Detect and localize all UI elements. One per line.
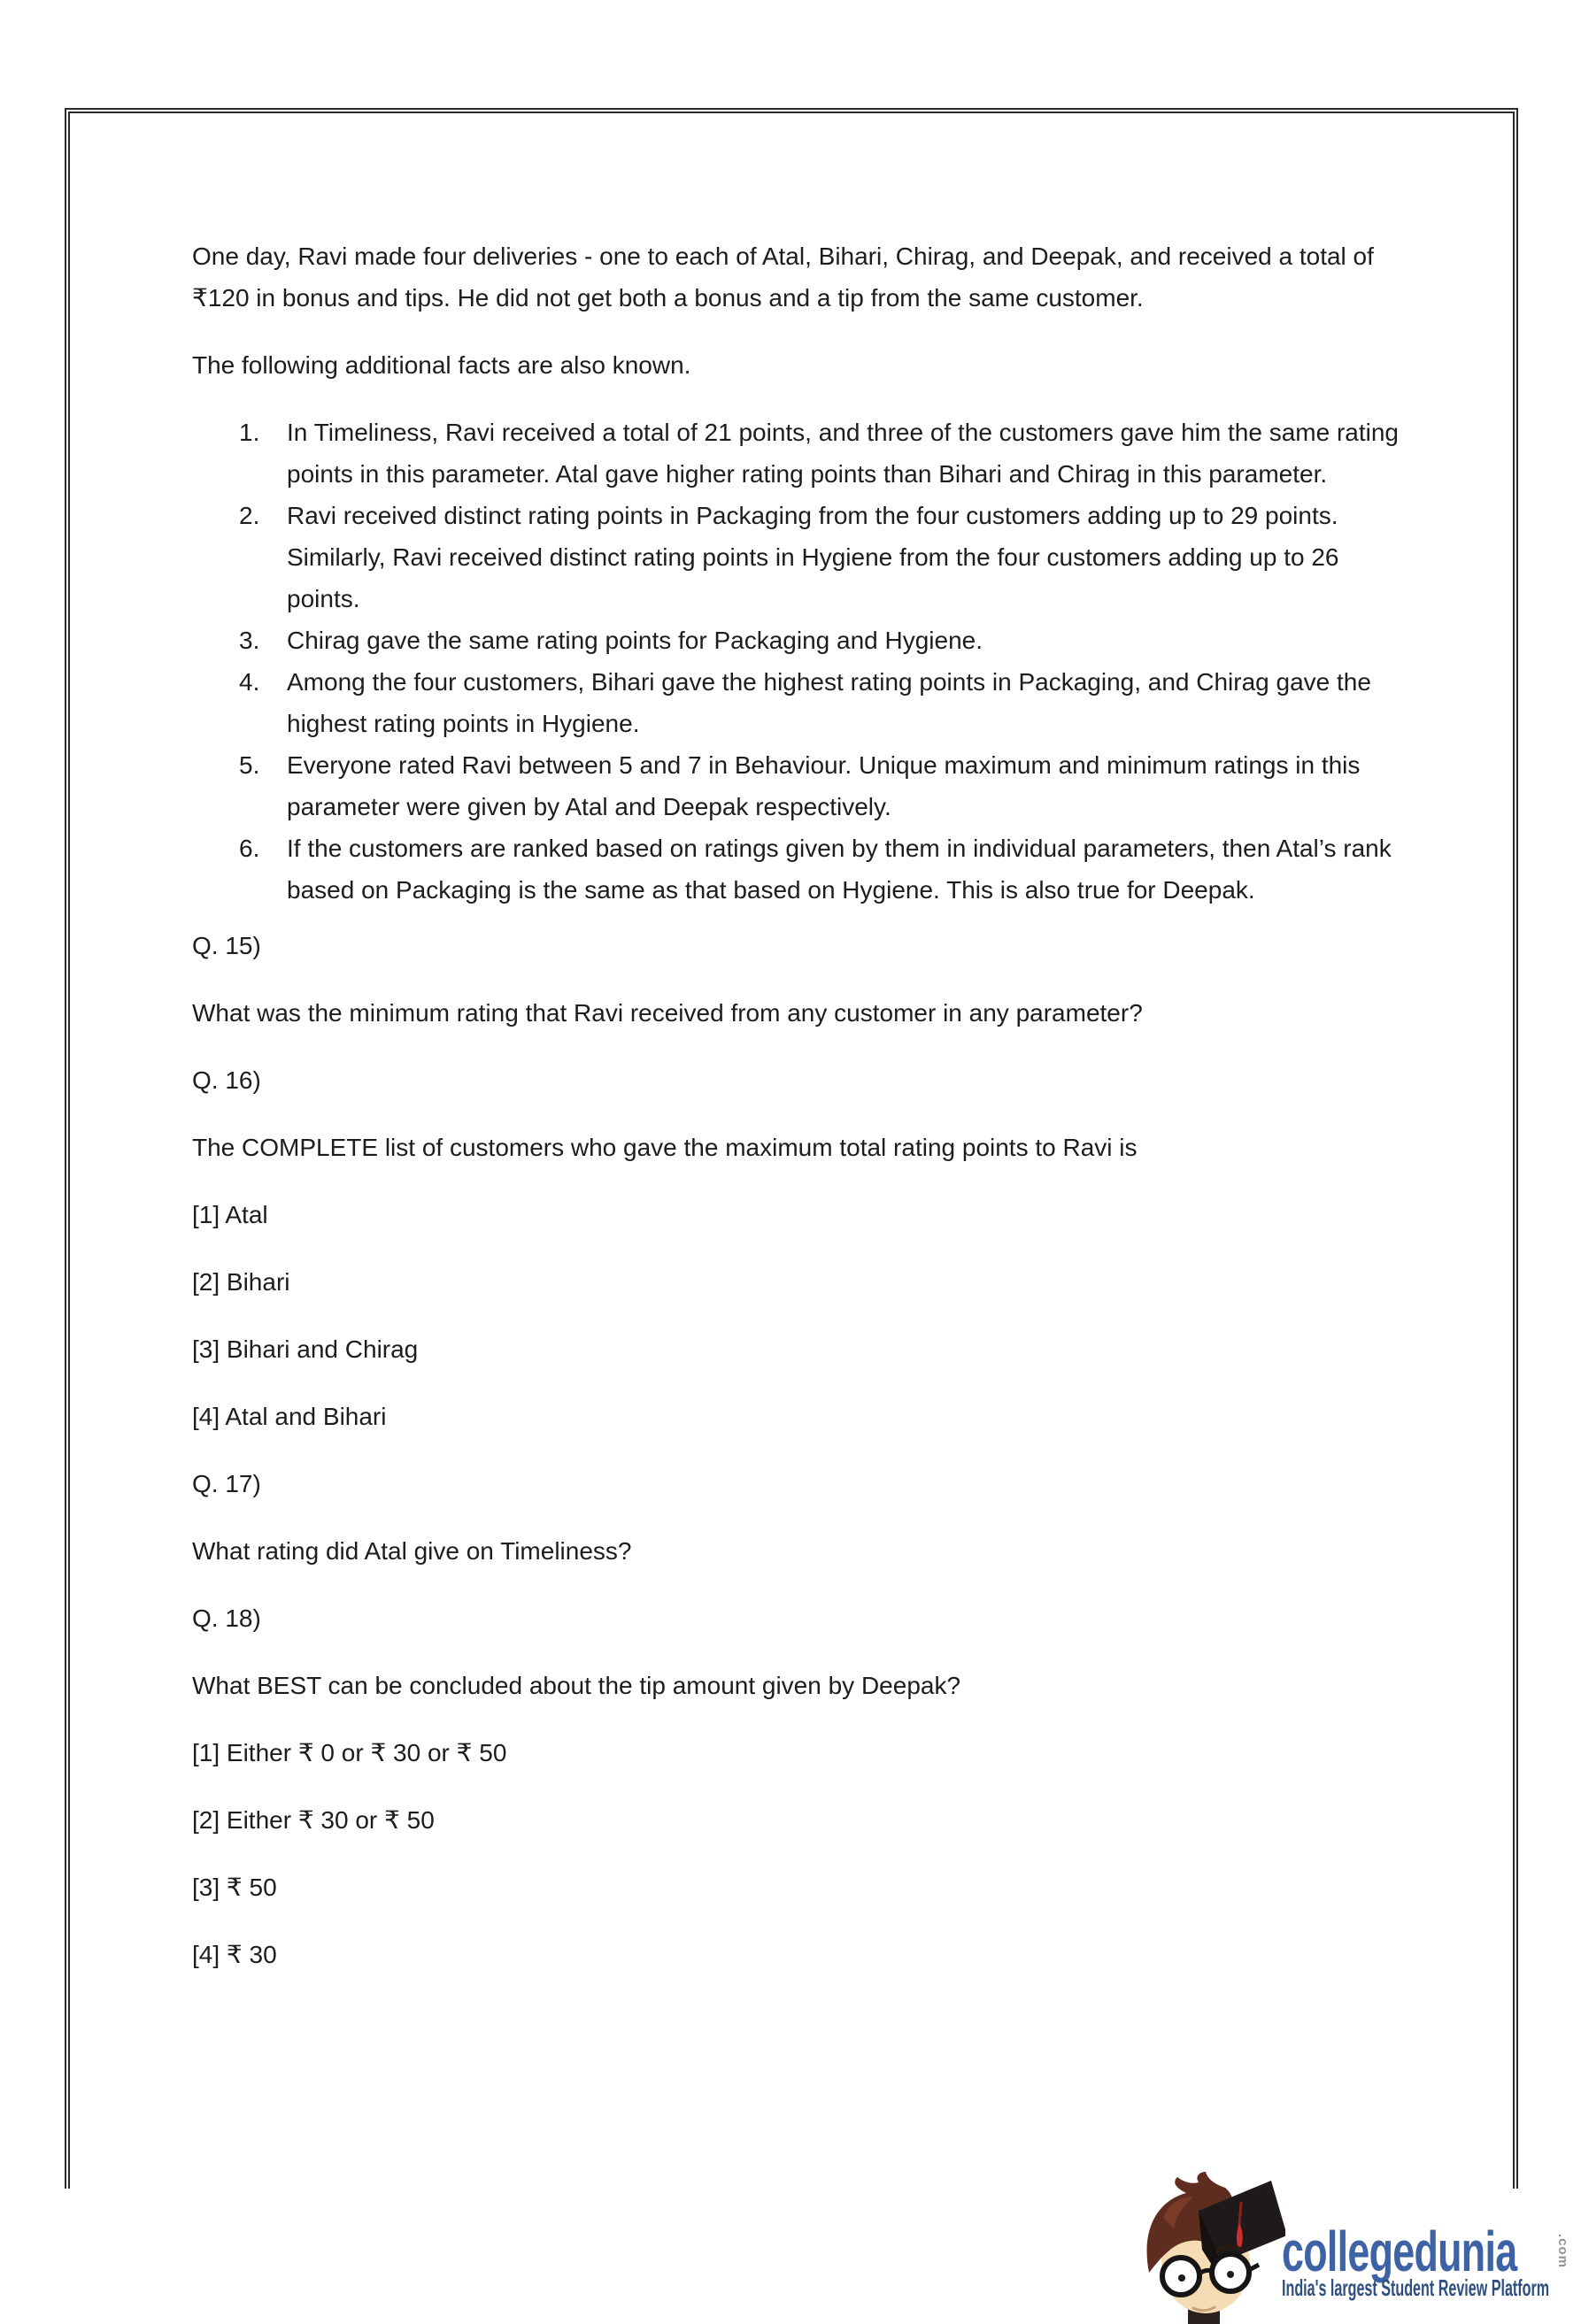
- fact-number: 2.: [239, 502, 260, 529]
- q18-option-4: [4] ₹ 30: [192, 1941, 277, 1968]
- fact-item: [192, 412, 1400, 495]
- glasses-temple: [1249, 2265, 1259, 2270]
- facts-heading: The following additional facts are also known.: [192, 351, 691, 379]
- question-label-q18: Q. 18): [192, 1604, 261, 1632]
- q18-option-1: [1] Either ₹ 0 or ₹ 30 or ₹ 50: [192, 1739, 507, 1766]
- facts-list: [192, 412, 1400, 911]
- q16-option-1: [1] Atal: [192, 1201, 268, 1228]
- q18-option-3: [3] ₹ 50: [192, 1874, 277, 1901]
- question-text-q16: The COMPLETE list of customers who gave the maximum total rating points to Ravi is: [192, 1134, 1138, 1161]
- q16-option-3: [3] Bihari and Chirag: [192, 1335, 419, 1363]
- fact-text: In Timeliness, Ravi received a total of 21 points, and three of the customers gave him the same rating points in this parameter. Atal gave higher rating points than Bihari and Chirag in this parameter.: [287, 419, 1399, 488]
- fact-item: [192, 619, 1400, 661]
- fact-text: Everyone rated Ravi between 5 and 7 in Behaviour. Unique maximum and minimum ratings in this parameter were given by Atal and Deepak respectively.: [287, 751, 1361, 820]
- fact-item: [192, 827, 1400, 911]
- question-text-q17: What rating did Atal give on Timeliness?: [192, 1537, 632, 1565]
- fact-text: If the customers are ranked based on ratings given by them in individual parameters, then Atal’s rank based on Packaging is the same as that based on Hygiene. This is also true for Deepak.: [287, 835, 1392, 904]
- brand-tagline: India's largest Student Review Platform: [1282, 2274, 1550, 2301]
- mascot-right-eye: [1227, 2271, 1234, 2278]
- fact-text: Chirag gave the same rating points for Packaging and Hygiene.: [287, 627, 983, 654]
- fact-number: 3.: [239, 627, 260, 654]
- q16-option-2: [2] Bihari: [192, 1268, 290, 1296]
- mascot-icon: [1137, 2165, 1285, 2324]
- question-text-q15: What was the minimum rating that Ravi received from any customer in any parameter?: [192, 999, 1143, 1027]
- mascot-left-eye: [1178, 2274, 1185, 2282]
- fact-number: 6.: [239, 835, 260, 862]
- fact-item: [192, 661, 1400, 744]
- fact-text: Among the four customers, Bihari gave the highest rating points in Packaging, and Chirag gave the highest rating points in Hygiene.: [287, 668, 1371, 737]
- fact-number: 1.: [239, 419, 260, 446]
- question-text-q18: What BEST can be concluded about the tip amount given by Deepak?: [192, 1672, 961, 1699]
- fact-number: 4.: [239, 668, 260, 696]
- question-label-q17: Q. 17): [192, 1470, 261, 1497]
- fact-item: [192, 744, 1400, 827]
- brand-domain-suffix: .com: [1555, 2234, 1570, 2269]
- tassel-cord: [1239, 2202, 1241, 2227]
- fact-number: 5.: [239, 751, 260, 779]
- question-label-q16: Q. 16): [192, 1066, 261, 1094]
- question-label-q15: Q. 15): [192, 932, 261, 959]
- fact-text: Ravi received distinct rating points in Packaging from the four customers adding up to 29 points. Similarly, Ravi received distinct rating points in Hygiene from the four customers adding up to 26 points.: [287, 502, 1339, 612]
- document-body: [192, 235, 1400, 2001]
- fact-item: [192, 495, 1400, 619]
- q18-option-2: [2] Either ₹ 30 or ₹ 50: [192, 1806, 435, 1834]
- brand-name: collegedunia: [1282, 2220, 1517, 2283]
- intro-paragraph: One day, Ravi made four deliveries - one to each of Atal, Bihari, Chirag, and Deepak, and received a total of ₹120 in bonus and tips. He did not get both a bonus and a tip from the same customer.: [192, 242, 1374, 312]
- q16-option-4: [4] Atal and Bihari: [192, 1403, 387, 1430]
